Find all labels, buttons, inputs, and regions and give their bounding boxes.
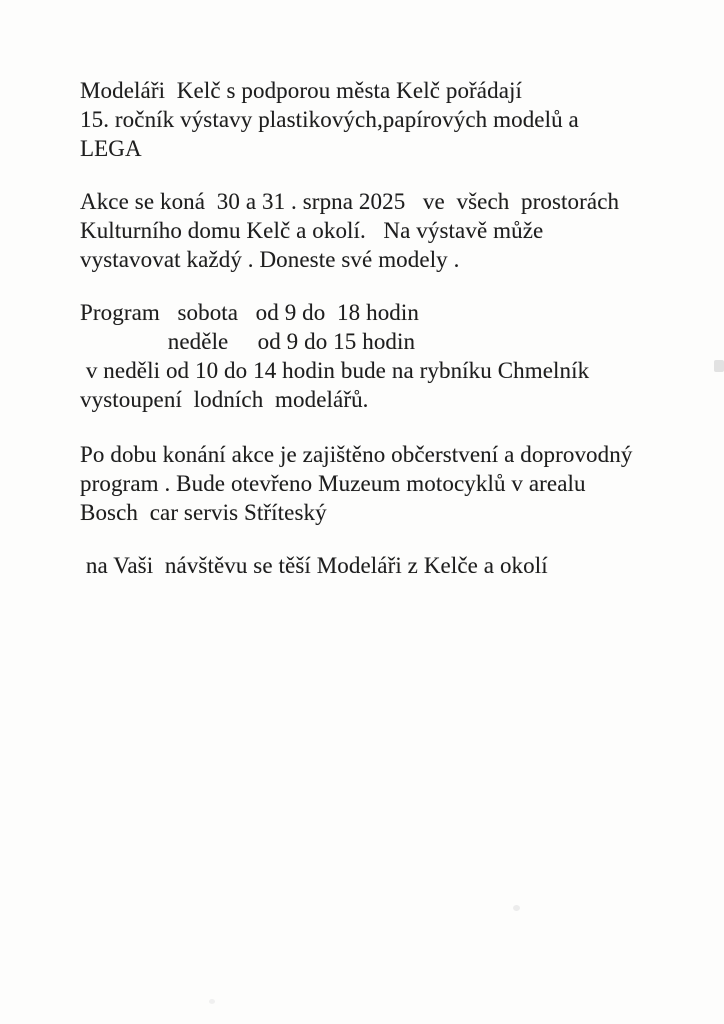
program-line: neděle od 9 do 15 hodin <box>80 329 416 354</box>
extras-line: program . Bude otevřeno Muzeum motocyklů v arealu <box>80 471 586 496</box>
program-line: vystoupení lodních modelářů. <box>80 387 369 412</box>
heading-line: Modeláři Kelč s podporou města Kelč pořádají <box>80 78 523 103</box>
event-info-line: Kulturního domu Kelč a okolí. Na výstavě může <box>80 218 544 243</box>
extras-line: Bosch car servis Stříteský <box>80 500 327 525</box>
event-info-line: vystavovat každý . Doneste své modely . <box>80 247 460 272</box>
event-info-line: Akce se koná 30 a 31 . srpna 2025 ve všech prostorách <box>80 189 620 214</box>
closing-line: na Vaši návštěvu se těší Modeláři z Kelče a okolí <box>80 553 548 578</box>
heading-line: LEGA <box>80 136 142 161</box>
program-line: v neděli od 10 do 14 hodin bude na rybníku Chmelník <box>80 358 590 383</box>
scan-artifact <box>513 905 520 911</box>
paragraph-event-info <box>80 187 694 274</box>
heading-line: 15. ročník výstavy plastikových,papírových modelů a <box>80 107 579 132</box>
paragraph-extras <box>80 440 694 527</box>
scan-artifact <box>209 999 215 1004</box>
paragraph-heading <box>80 76 694 163</box>
extras-line: Po dobu konání akce je zajištěno občerstvení a doprovodný <box>80 442 633 467</box>
flyer-text-content <box>80 76 694 604</box>
scan-artifact <box>714 360 724 372</box>
paragraph-program <box>80 298 694 414</box>
paragraph-closing <box>80 551 694 580</box>
program-line: Program sobota od 9 do 18 hodin <box>80 300 419 325</box>
